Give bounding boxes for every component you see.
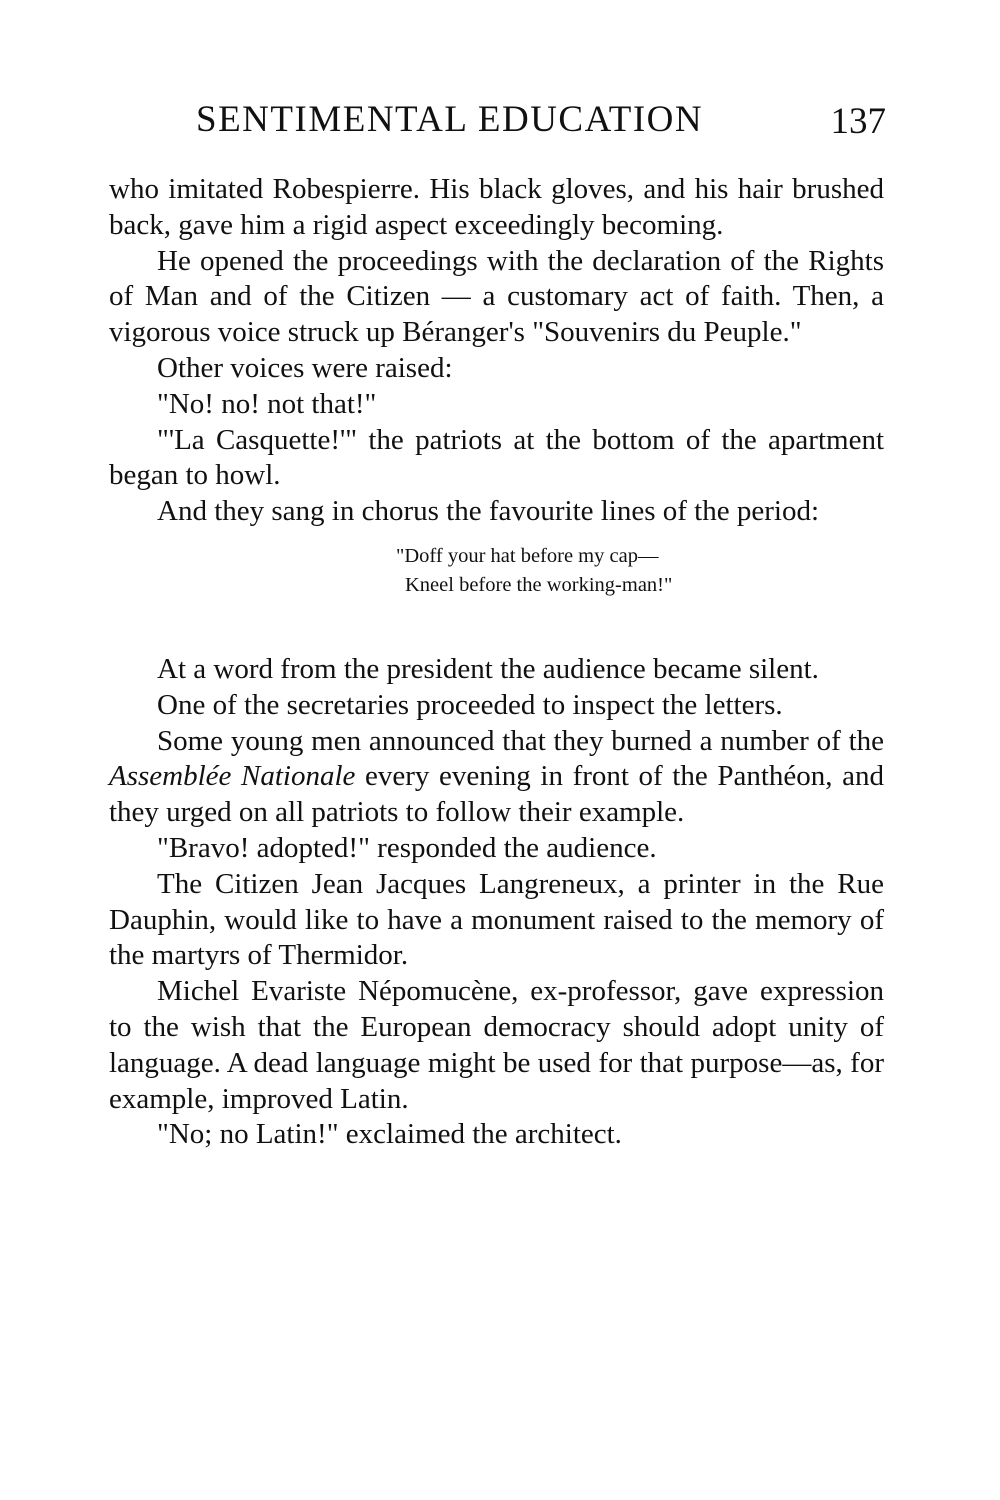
paragraph-chorus: And they sang in chorus the favourite lines of the period: [157,495,820,528]
verse-line: Kneel before the working-man!" [405,573,673,596]
paragraph-bravo: "Bravo! adopted!" responded the audience. [157,831,657,864]
paragraph-no-latin: "No; no Latin!" exclaimed the architect. [157,1118,622,1151]
text-run: every evening in front of the Panthéon, and they urged on all patriots to follow their example. [109,760,884,829]
italic-title: Assemblée Nationale [109,760,356,793]
paragraph-not-that: "No! no! not that!" [157,387,377,420]
paragraph-proceedings: He opened the proceedings with the declaration of the Rights of Man and of the Citizen — a customary act of faith. Then, a vigorous voice struck up Béranger's "Souvenirs du Peuple." [109,244,884,349]
running-head [196,98,886,148]
page-number: 137 [830,101,886,142]
paragraph-langreneux: The Citizen Jean Jacques Langreneux, a printer in the Rue Dauphin, would like to have a monument raised to the memory of the martyrs of Thermidor. [109,867,884,972]
paragraph-la-casquette: "'La Casquette!'" the patriots at the bottom of the apartment began to howl. [109,423,884,492]
verse-line: "Doff your hat before my cap— [396,544,659,567]
body-text [109,172,884,1153]
paragraph-other-voices: Other voices were raised: [157,351,453,384]
paragraph-young-men [109,724,884,831]
running-title: SENTIMENTAL EDUCATION [196,99,704,140]
paragraph-president: At a word from the president the audience became silent. [157,652,819,685]
paragraph-nepomucene: Michel Evariste Népomucène, ex-professor, gave expression to the wish that the European democracy should adopt unity of language. A dead language might be used for that purpose—as, for example, improved Latin. [109,975,884,1115]
verse-quote [396,542,884,600]
text-run: Some young men announced that they burned a number of the [157,724,884,757]
paragraph-secretaries: One of the secretaries proceeded to inspect the letters. [157,688,783,721]
paragraph-robespierre: who imitated Robespierre. His black gloves, and his hair brushed back, gave him a rigid aspect exceedingly becoming. [109,173,884,241]
